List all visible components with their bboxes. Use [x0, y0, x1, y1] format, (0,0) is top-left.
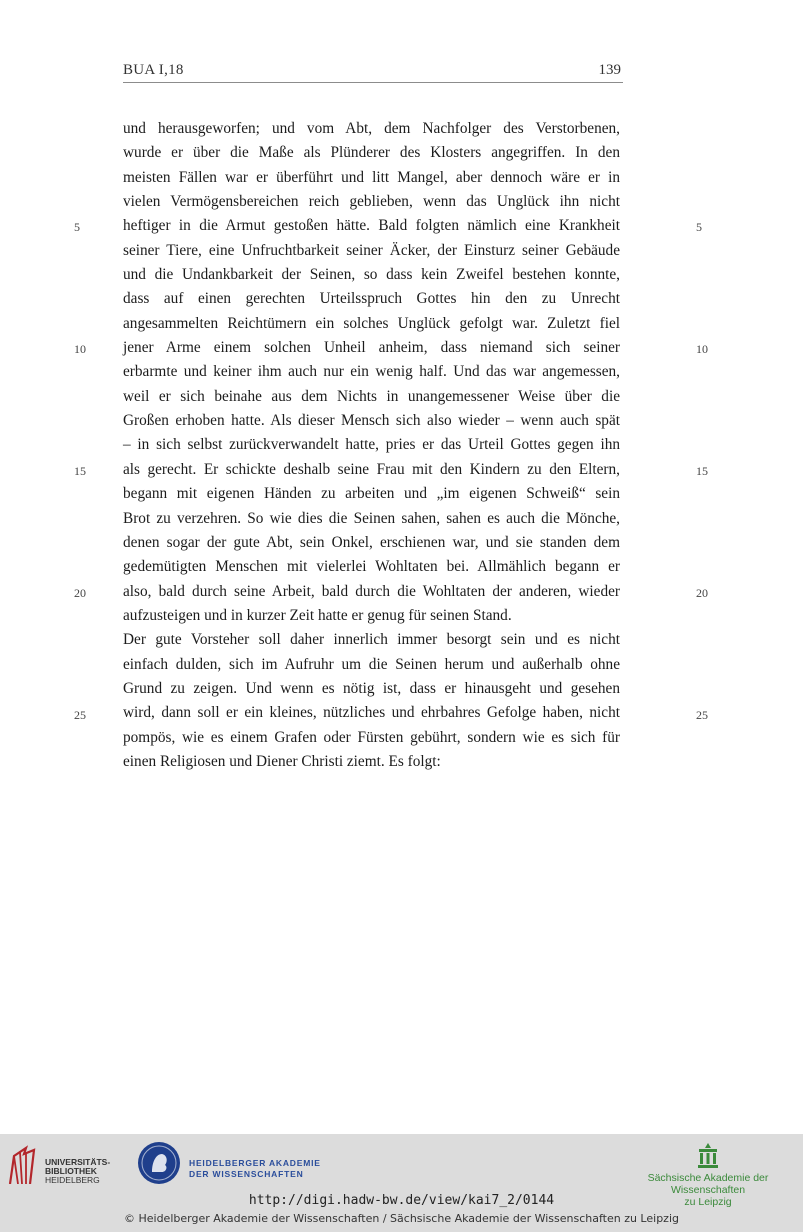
line-number-right: 5	[696, 220, 702, 234]
footer-bar	[0, 1134, 803, 1232]
text-line: erbarmte und keiner ihm auch nur ein wenig half. Und das war angemessen,	[123, 363, 620, 381]
line-number-right: 10	[696, 342, 708, 356]
text-line: jener Arme einem solchen Unheil anheim, dass niemand sich seiner	[123, 339, 620, 357]
university-library-icon	[8, 1144, 40, 1184]
running-head-title: BUA I,18	[123, 62, 184, 78]
text-line: pompös, wie es einem Grafen oder Fürsten gebührt, sondern wie es sich für	[123, 728, 620, 746]
text-line: aufzusteigen und in kurzer Zeit hatte er genug für seinen Stand.	[123, 606, 512, 624]
saw-line: Sächsische Akademie der Wissenschaften	[647, 1172, 769, 1196]
saw-line: zu Leipzig	[684, 1196, 732, 1208]
text-line: gedemütigten Menschen mit vielerlei Wohltaten bei. Allmählich begann er	[123, 558, 620, 576]
line-number-right: 15	[696, 464, 708, 478]
running-head	[123, 60, 623, 83]
text-line: Großen erhoben hatte. Als dieser Mensch sich also wieder – wenn auch spät	[123, 412, 620, 430]
text-line: seiner Tiere, eine Unfruchtbarkeit seiner Äcker, der Einsturz seiner Gebäude	[123, 241, 620, 259]
saw-building-icon	[697, 1142, 719, 1168]
text-line: meisten Fällen war er überführt und litt Mangel, aber dennoch wäre er in	[123, 168, 620, 186]
line-number-left: 20	[74, 586, 86, 600]
hadw-logo[interactable]	[138, 1142, 328, 1188]
university-library-logo[interactable]	[8, 1142, 128, 1188]
text-line: Grund zu zeigen. Und wenn es nötig ist, dass er hinausgeht und gesehen	[123, 679, 620, 697]
text-line: wurde er über die Maße als Plünderer des Klosters angegriffen. In den	[123, 144, 620, 162]
text-line: als gerecht. Er schickte deshalb seine Frau mit den Kindern zu den Eltern,	[123, 460, 620, 478]
copyright-notice: © Heidelberger Akademie der Wissenschaften / Sächsische Akademie der Wissenschaften zu Leipzig	[123, 1212, 679, 1225]
text-line: und die Undankbarkeit der Seinen, so dass kein Zweifel bestehen konnte,	[123, 266, 620, 284]
line-number-left: 5	[74, 220, 80, 234]
text-line: begann mit eigenen Händen zu arbeiten und „im eigenen Schweiß“ sein	[123, 485, 620, 503]
text-line: Der gute Vorsteher soll daher innerlich immer besorgt sein und es nicht	[123, 631, 620, 649]
hadw-line: HEIDELBERGER AKADEMIE	[189, 1158, 321, 1168]
hadw-seal-icon	[138, 1142, 180, 1184]
text-line: heftiger in die Armut gestoßen hätte. Bald folgten nämlich eine Krankheit	[123, 217, 620, 235]
text-line: – in sich selbst zurückverwandelt hatte, pries er das Urteil Gottes gegen ihn	[123, 436, 620, 454]
text-line: wird, dann soll er ein kleines, nützliches und ehrbahres Gefolge haben, nicht	[123, 704, 620, 722]
page-number: 139	[598, 62, 621, 78]
text-line: weil er sich beinahe aus dem Nichts in unangemessener Weise über die	[123, 387, 620, 405]
text-line: denen sogar der gute Abt, sein Onkel, erschienen war, und sie standen dem	[123, 533, 620, 551]
hadw-line: DER WISSENSCHAFTEN	[189, 1169, 304, 1179]
line-number-left: 15	[74, 464, 86, 478]
line-number-right: 25	[696, 708, 708, 722]
ub-line: UNIVERSITÄTS-	[45, 1157, 111, 1167]
permalink-url[interactable]: http://digi.hadw-bw.de/view/kai7_2/0144	[248, 1193, 555, 1208]
text-line: dass auf einen gerechten Urteilsspruch Gottes hin den zu Unrecht	[123, 290, 620, 308]
text-line: angesammelten Reichtümern ein solches Unglück gefolgt war. Zuletzt fiel	[123, 314, 620, 332]
text-line: einfach dulden, sich im Aufruhr um die Seinen herum und außerhalb ohne	[123, 655, 620, 673]
line-number-right: 20	[696, 586, 708, 600]
line-number-left: 10	[74, 342, 86, 356]
ub-line: BIBLIOTHEK	[45, 1166, 97, 1176]
text-line: Brot zu verzehren. So wie dies die Seinen sahen, sahen es auch die Mönche,	[123, 509, 620, 527]
text-line: vielen Vermögensbereichen reich geblieben, wenn das Unglück ihn nicht	[123, 193, 620, 211]
line-number-left: 25	[74, 708, 86, 722]
body-text	[123, 117, 620, 774]
text-line: einen Religiosen und Diener Christi ziemt. Es folgt:	[123, 752, 441, 770]
ub-line: HEIDELBERG	[45, 1175, 100, 1185]
text-line: also, bald durch seine Arbeit, bald durch die Wohltaten der anderen, wieder	[123, 582, 620, 600]
text-line: und herausgeworfen; und vom Abt, dem Nachfolger des Verstorbenen,	[123, 120, 620, 137]
